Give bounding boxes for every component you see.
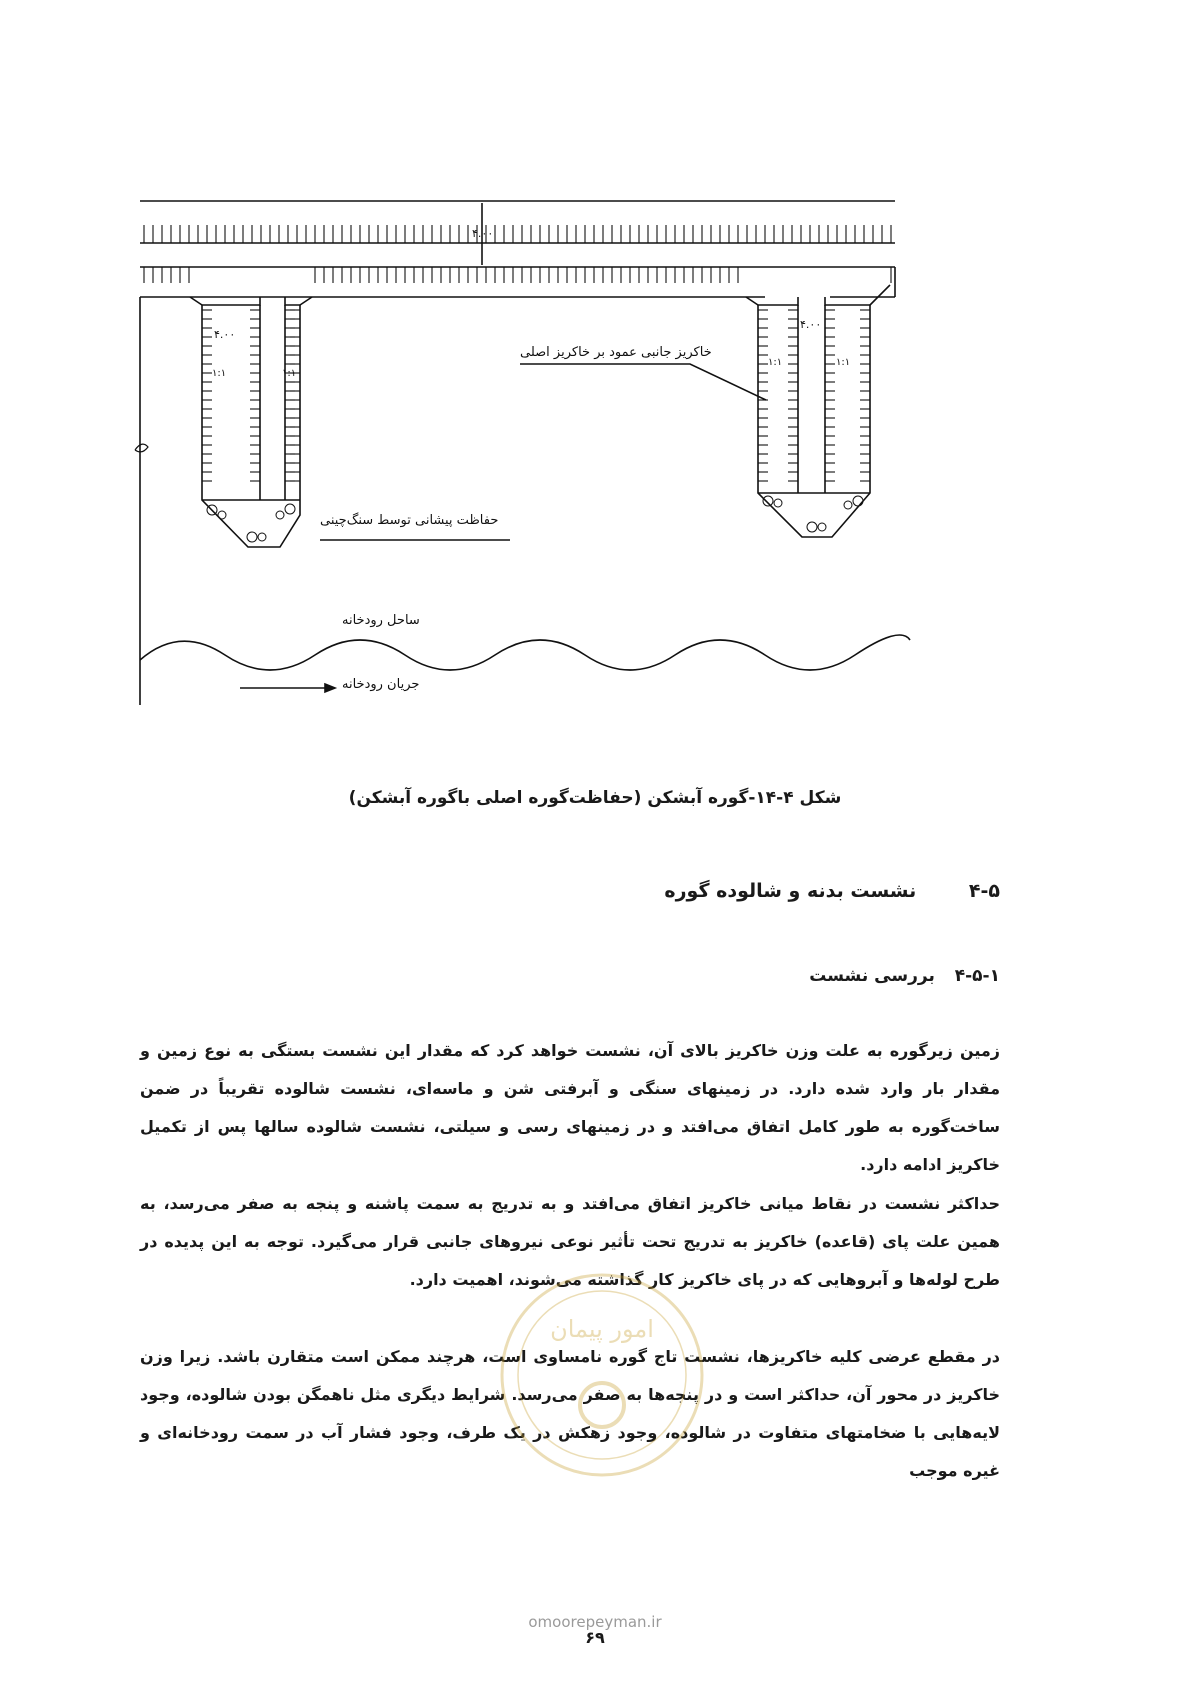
subsection-title-text: بررسی نشست [809, 966, 935, 986]
slope-ratio: ۱:۱ [836, 357, 851, 368]
section-title-text: نشست بدنه و شالوده گوره [664, 880, 917, 902]
watermark-logo [492, 1265, 712, 1485]
subsection-number: ۴-۵-۱ [954, 966, 1000, 986]
paragraph: حداکثر نشست در نقاط میانی خاکریز اتفاق می‌افتد و به تدریج به سمت پاشنه و پنجه به صفر می‌رسد، به همین علت پای (قاعده) خاکریز به تدریج تحت تأثیر نوعی نیروهای جانبی قرار می‌گیرد. توجه به این پدیده در طرح لوله‌ها و آبروهایی که در پای خاکریز کار گذاشته می‌شوند، اهمیت دارد. [140, 1194, 1000, 1289]
slope-ratio: ۱:۱ [768, 357, 783, 368]
paragraph: زمین زیرگوره به علت وزن خاکریز بالای آن، نشست خواهد کرد که مقدار این نشست بستگی به نوع زمین و مقدار بار وارد شده دارد. در زمینهای سنگی و آبرفتی شن و ماسه‌ای، نشست شالوده تقریباً در ضمن ساخت‌گوره به طور کامل اتفاق می‌افتد و در زمینهای رسی و سیلتی، نشست شالوده سالها پس از تکمیل خاکریز ادامه دارد. [140, 1041, 1000, 1174]
watermark-logo-text: امور پیمان [550, 1315, 654, 1343]
section-number: ۴-۵ [968, 880, 1000, 902]
page-number: ۶۹ [585, 1628, 605, 1647]
dimension-right: ۴.۰۰ [800, 318, 822, 331]
subsection-heading [809, 966, 1000, 986]
river-bank-label: ساحل رودخانه [342, 613, 420, 628]
watermark-url: omoorepeyman.ir [528, 1613, 662, 1631]
riprap-stones [207, 496, 863, 542]
dimension-left: ۴.۰۰ [214, 328, 236, 341]
slope-ratio: ۱:۱ [212, 368, 227, 379]
slope-ratio: ۱:۱ [282, 368, 297, 379]
dimension-top: ۴.۰۰ [472, 227, 494, 240]
river-flow-label: جریان رودخانه [342, 677, 420, 692]
embankment-hatching [144, 225, 891, 481]
nose-protection-label: حفاظت پیشانی توسط سنگ‌چینی [320, 513, 499, 528]
lateral-groyne-label: خاکریز جانبی عمود بر خاکریز اصلی [520, 345, 712, 360]
figure-caption: شکل ۴-۱۴-گوره آبشکن (حفاظت‌گوره اصلی باگوره آبشکن) [348, 788, 842, 808]
groyne-figure [130, 185, 930, 750]
paragraph: در مقطع عرضی کلیه خاکریزها، نشست تاج گوره نامساوی است، هرچند ممکن است متقارن باشد. زیرا وزن خاکریز در محور آن، حداکثر است و در پنجه‌ها به صفر می‌رسد. شرایط دیگری مثل ناهمگن بودن شالوده، وجود لایه‌هایی با ضخامتهای متفاوت در شالوده، وجود زهکش در یک طرف، وجود فشار آب در سمت رودخانه‌ای و غیره موجب [140, 1347, 1000, 1480]
groyne-drawing [130, 185, 930, 750]
section-heading [664, 880, 1000, 902]
